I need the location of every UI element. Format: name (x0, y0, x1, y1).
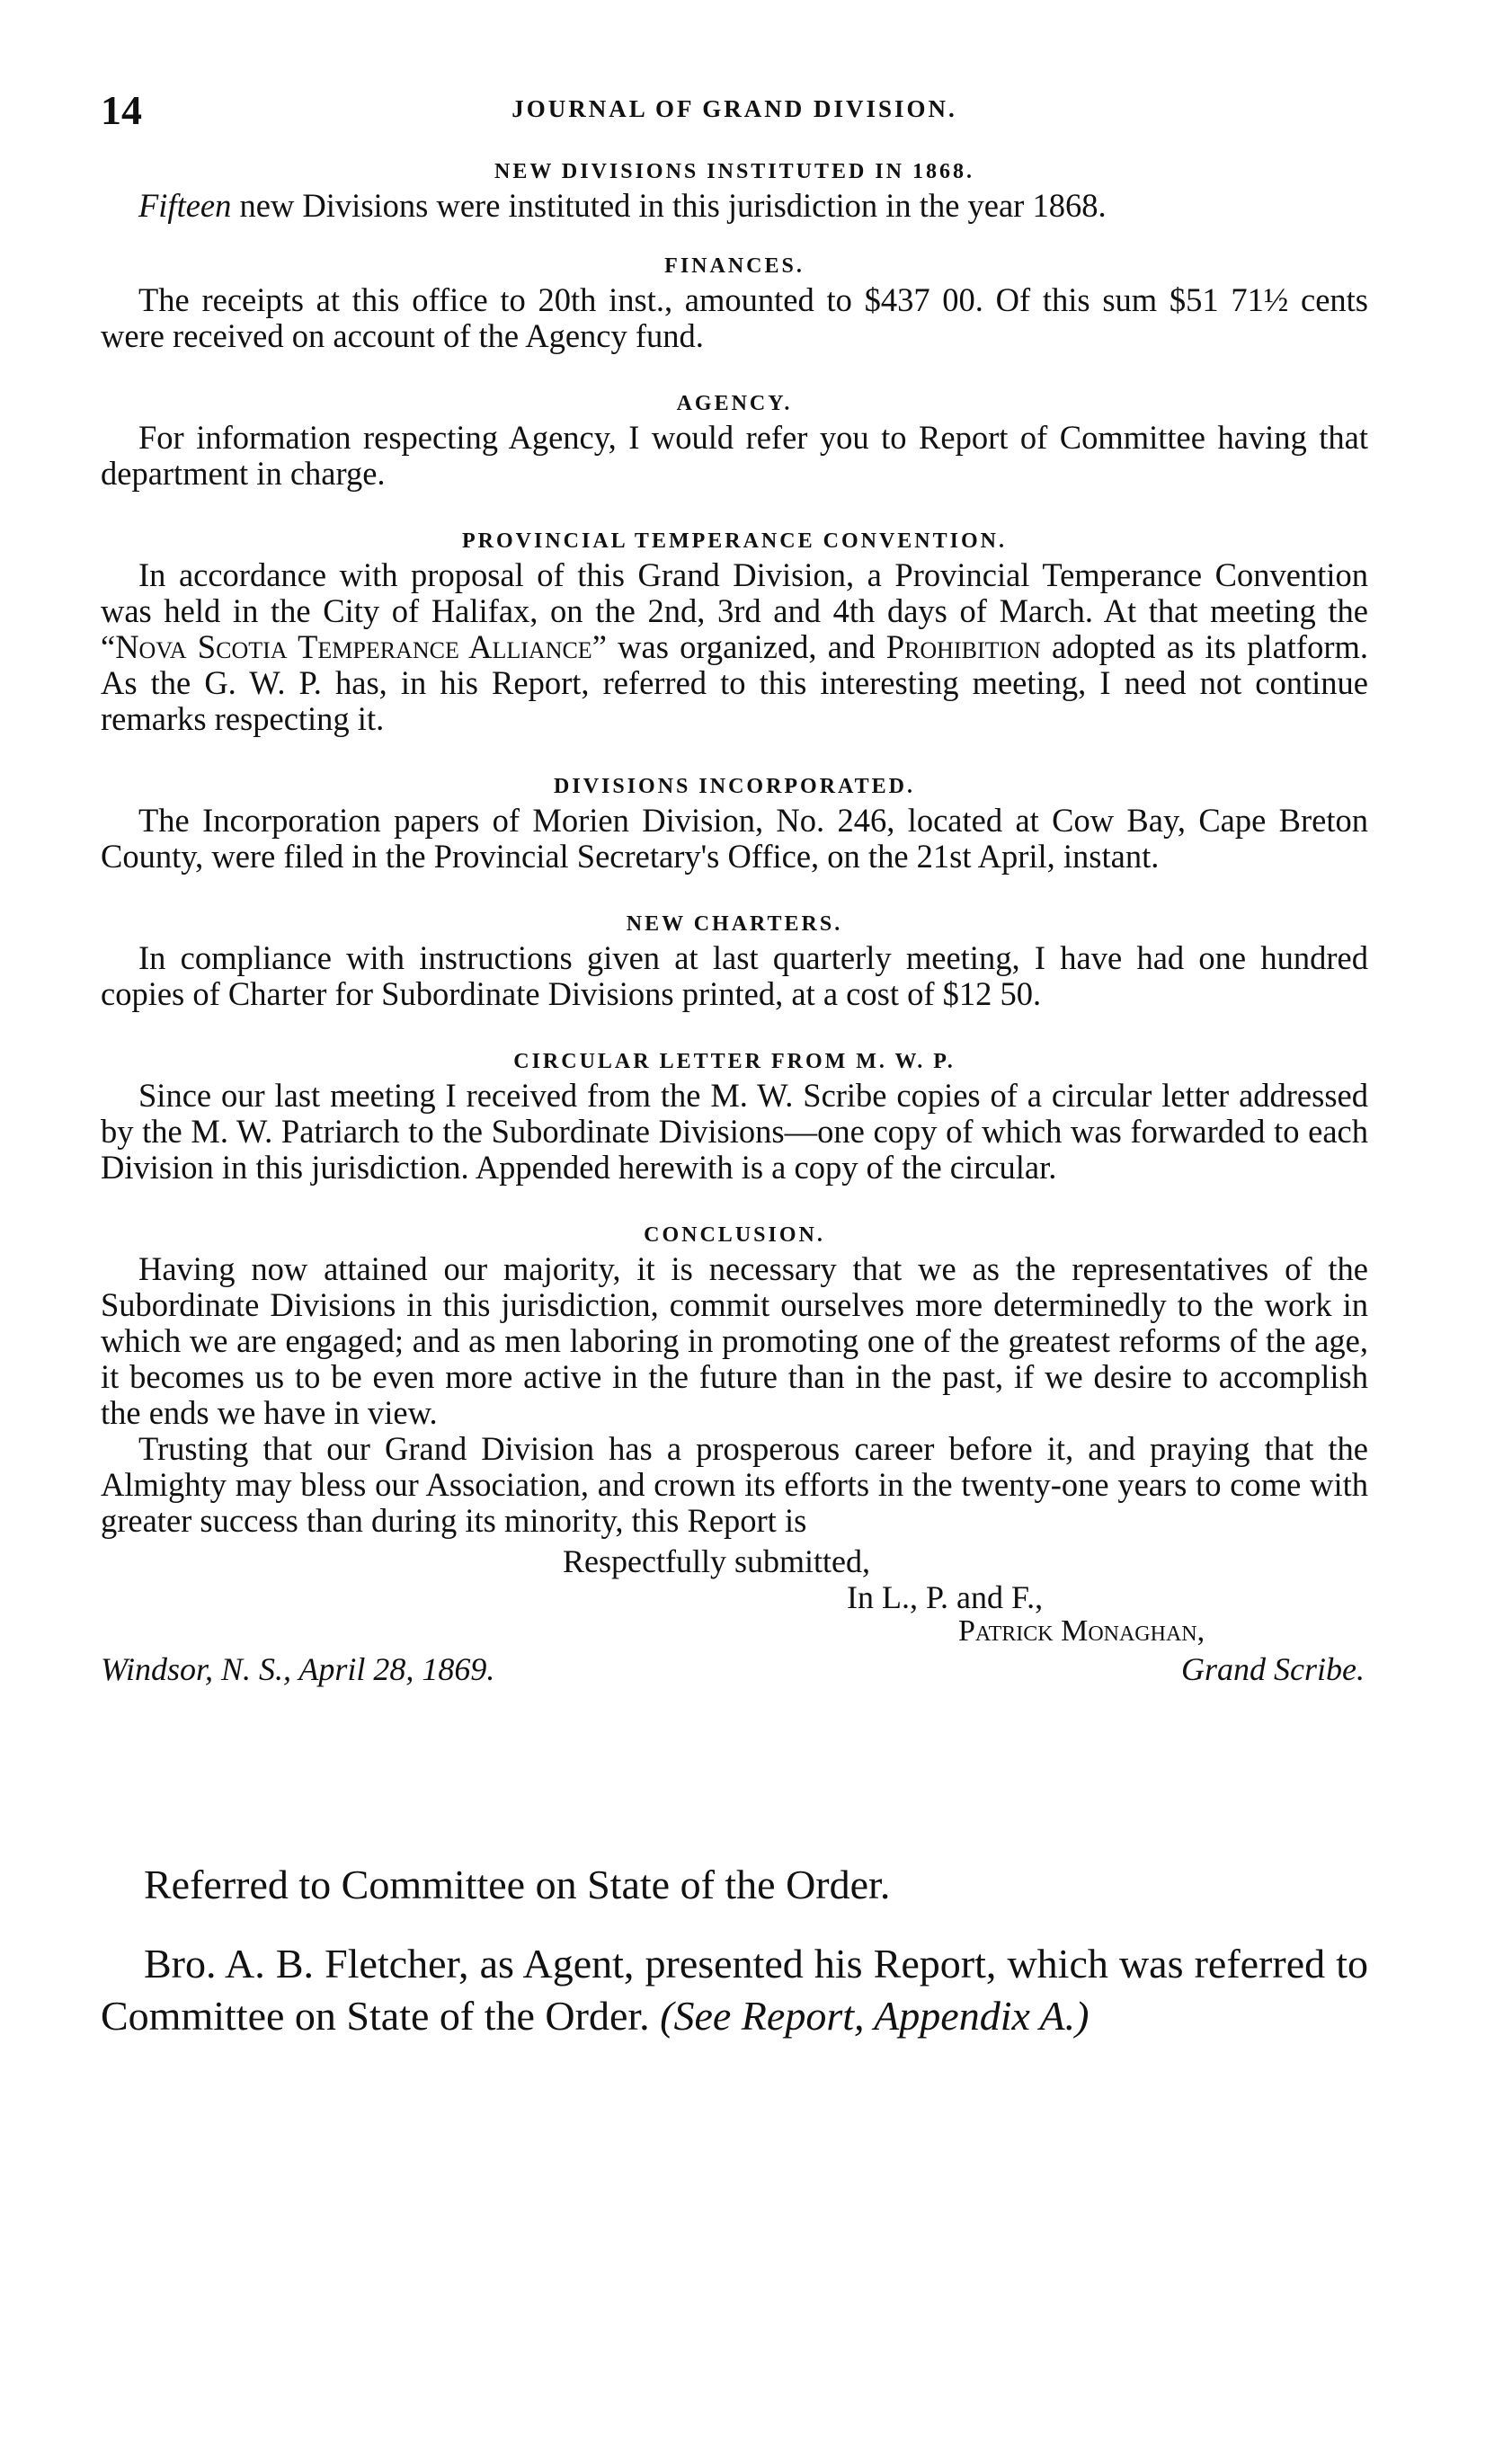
section-heading: PROVINCIAL TEMPERANCE CONVENTION. (462, 529, 1007, 553)
paragraph-text: In accordance with proposal of this Grand Division, a Provincial Temperance Convention was held in the City of Halifax, on the 2nd, 3rd and 4th days of March. At that meeting the “ (101, 556, 1368, 665)
prohibition-term: Prohibition (885, 628, 1041, 665)
appendix-note: (See Report, Appendix A.) (660, 1993, 1090, 2039)
italic-lead: Fifteen (138, 187, 232, 224)
section-paragraph (101, 557, 1368, 737)
section-heading: NEW CHARTERS. (626, 912, 843, 936)
alliance-name: Nova Scotia Temperance Alliance (115, 628, 592, 665)
place-and-date: Windsor, N. S., April 28, 1869. (101, 1651, 495, 1687)
section-heading: CIRCULAR LETTER FROM M. W. P. (513, 1050, 956, 1073)
section-circular (101, 1050, 1368, 1186)
section-heading: FINANCES. (664, 254, 805, 278)
paragraph-text: adopted as its platform. As the G. W. P. has, in his Report, referred to this interesting meeting, I need not continue remarks respecting it. (101, 628, 1368, 737)
section-paragraph (101, 188, 1368, 224)
signoff-block (101, 1542, 1368, 1702)
section-paragraph: For information respecting Agency, I would refer you to Report of Committee having that department in charge. (101, 419, 1368, 492)
section-heading: CONCLUSION. (644, 1223, 825, 1247)
signoff-line: In L., P. and F., (847, 1579, 1044, 1615)
signoff-line: Respectfully submitted, (563, 1543, 870, 1579)
section-convention (101, 529, 1368, 737)
section-paragraph: Since our last meeting I received from the M. W. Scribe copies of a circular letter addressed by the M. W. Patriarch to the Subordinate Divisions—one copy of which was forwarded to each Division in this jurisdiction. Appended herewith is a copy of the circular. (101, 1077, 1368, 1186)
section-charters (101, 912, 1368, 1012)
closing-paragraph (101, 1938, 1368, 2042)
section-paragraph: The receipts at this office to 20th inst., amounted to $437 00. Of this sum $51 71½ cents were received on account of the Agency fund. (101, 281, 1368, 354)
closing-paragraph: Referred to Committee on State of the Order. (144, 1862, 891, 1907)
section-paragraph: Having now attained our majority, it is necessary that we as the representatives of the Subordinate Divisions in this jurisdiction, commit ourselves more determinedly to the work in which we are engaged; and as men laboring in promoting one of the greatest reforms of the age, it becomes us to be even more active in the future than in the past, if we desire to accomplish the ends we have in view. (101, 1250, 1368, 1431)
closing-minutes (101, 1859, 1368, 2042)
signer-name: Patrick Monaghan, (958, 1614, 1205, 1648)
section-heading: NEW DIVISIONS INSTITUTED IN 1868. (494, 160, 974, 183)
page-number: 14 (101, 87, 142, 133)
signer-title: Grand Scribe. (1181, 1651, 1365, 1687)
section-heading: AGENCY. (676, 392, 793, 415)
paragraph-text: Bro. A. B. Fletcher, as Agent, presented his Report, which was referred to Committee on State of the Order. (101, 1941, 1368, 2039)
section-heading: DIVISIONS INCORPORATED. (554, 775, 915, 798)
report-body (101, 160, 1368, 1702)
section-agency (101, 392, 1368, 492)
running-title: JOURNAL OF GRAND DIVISION. (511, 95, 957, 122)
section-finances (101, 254, 1368, 354)
section-paragraph: The Incorporation papers of Morien Division, No. 246, located at Cow Bay, Cape Breton County, were filed in the Provincial Secretary's Office, on the 21st April, instant. (101, 802, 1368, 875)
section-paragraph: Trusting that our Grand Division has a prosperous career before it, and praying that the Almighty may bless our Association, and crown its efforts in the twenty-one years to come with greater success than during its minority, this Report is (101, 1430, 1368, 1539)
page-header (101, 86, 1368, 140)
section-conclusion (101, 1223, 1368, 1539)
paragraph-text: new Divisions were instituted in this jurisdiction in the year 1868. (231, 187, 1107, 224)
section-paragraph: In compliance with instructions given at last quarterly meeting, I have had one hundred copies of Charter for Subordinate Divisions printed, at a cost of $12 50. (101, 939, 1368, 1012)
section-new-divisions (101, 160, 1368, 224)
paragraph-text: ” was organized, and (591, 628, 886, 665)
section-incorporated (101, 775, 1368, 875)
